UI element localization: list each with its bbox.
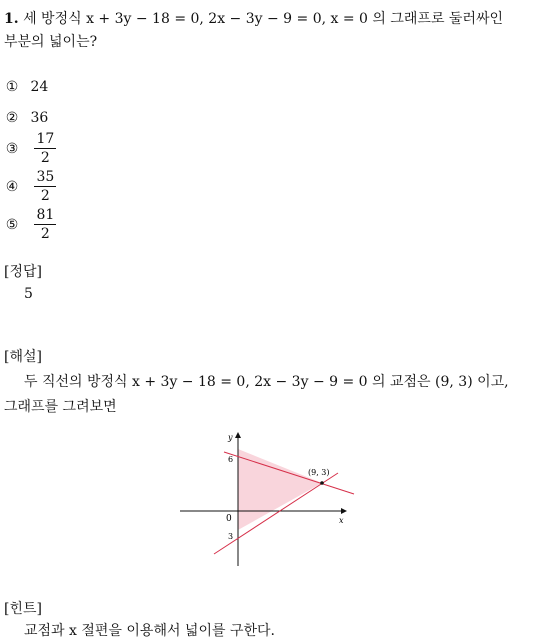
choice-2: [4, 110, 48, 126]
choice-mark: ①: [5, 79, 19, 95]
y-intercept-6-label: 6: [228, 455, 234, 464]
y-intercept-3-label: 3: [228, 532, 234, 541]
fraction-denominator: 2: [40, 150, 50, 166]
fraction-numerator: 35: [36, 169, 55, 185]
question-number: 1.: [4, 11, 19, 27]
fraction-denominator: 2: [40, 188, 50, 204]
question-line-2: 부분의 넓이는?: [4, 34, 98, 50]
explanation-line-2: 그래프를 그려보면: [4, 399, 117, 415]
hint-heading: [힌트]: [4, 601, 42, 617]
answer-value: 5: [24, 286, 33, 302]
choice-mark: ⑤: [5, 216, 19, 233]
line-graph: [176, 428, 362, 570]
x-axis-label: x: [339, 516, 344, 525]
choice-5: [4, 207, 56, 242]
fraction-numerator: 81: [36, 207, 55, 223]
choice-value: 24: [30, 79, 49, 95]
origin-label: 0: [226, 514, 232, 524]
choice-3: [4, 131, 56, 166]
explanation-line-1: 두 직선의 방정식 x + 3y − 18 = 0, 2x − 3y − 9 = 0 의 교점은 (9, 3) 이고,: [24, 374, 509, 390]
question-line-1: [4, 8, 503, 28]
choice-mark: ④: [5, 178, 19, 195]
hint-text: 교점과 x 절편을 이용해서 넓이를 구한다.: [24, 623, 275, 639]
choice-mark: ③: [5, 140, 19, 157]
choice-mark: ②: [5, 110, 19, 126]
question-text: 세 방정식 x + 3y − 18 = 0, 2x − 3y − 9 = 0, x = 0 의 그래프로 둘러싸인: [23, 11, 504, 27]
choice-fraction: [34, 131, 56, 166]
fraction-bar: [34, 186, 56, 187]
answer-heading: [정답]: [4, 264, 42, 280]
enclosed-region: [238, 449, 322, 530]
fraction-bar: [34, 224, 56, 225]
choice-1: [4, 79, 48, 95]
intersection-label: (9, 3): [308, 468, 330, 477]
y-axis-label: y: [228, 433, 233, 442]
choice-fraction: [34, 207, 56, 242]
choice-value: 36: [30, 110, 49, 126]
fraction-bar: [34, 148, 56, 149]
choice-4: [4, 169, 56, 204]
fraction-denominator: 2: [40, 226, 50, 242]
choice-fraction: [34, 169, 56, 204]
explanation-heading: [해설]: [4, 349, 42, 365]
fraction-numerator: 17: [36, 131, 55, 147]
intersection-point: [320, 481, 324, 485]
